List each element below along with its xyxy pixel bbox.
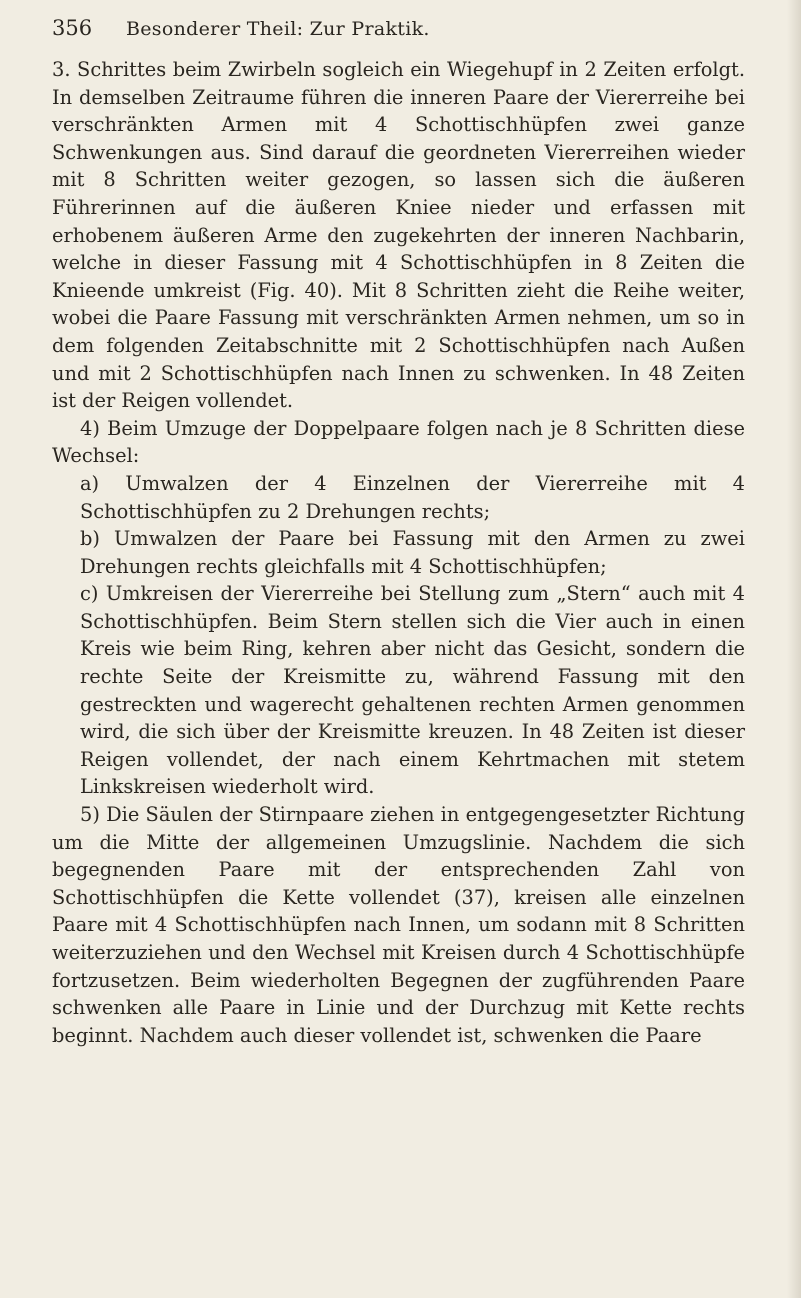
paragraph-3: 3. Schrittes beim Zwirbeln sogleich ein Wiegehupf in 2 Zeiten erfolgt. In demselben Zeitraume führen die inneren Paare der Viererreihe bei verschränkten Armen mit 4 Schottischhüpfen zwei ganze Schwenkungen aus. Sind darauf die geordneten Viererreihen wieder mit 8 Schritten weiter gezogen, so lassen sich die äußeren Führerinnen auf die äußeren Kniee nieder und erfassen mit erhobenem äußeren Arme den zugekehrten der inneren Nachbarin, welche in dieser Fassung mit 4 Schottischhüpfen in 8 Zeiten die Knieende umkreist (Fig. 40). Mit 8 Schritten zieht die Reihe weiter, wobei die Paare Fassung mit verschränkten Armen nehmen, um so in dem folgenden Zeitabschnitte mit 2 Schottischhüpfen nach Außen und mit 2 Schottischhüpfen nach Innen zu schwenken. In 48 Zeiten ist der Reigen vollendet. — [52, 58, 745, 413]
page-number: 356 — [52, 16, 93, 40]
running-head: Besonderer Theil: Zur Praktik. — [126, 18, 430, 40]
page-header — [52, 16, 751, 46]
paragraph-4: 4) Beim Umzuge der Doppelpaare folgen nach je 8 Schritten diese Wechsel: — [52, 416, 745, 468]
paragraph-4b: b) Umwalzen der Paare bei Fassung mit den Armen zu zwei Drehungen rechts gleichfalls mit 4 Schottischhüpfen; — [80, 527, 745, 578]
paragraph-5: 5) Die Säulen der Stirnpaare ziehen in entgegengesetzter Richtung um die Mitte der allgemeinen Umzugslinie. Nachdem die sich begegnenden Paare mit der entsprechenden Zahl von Schottischhüpfen die Kette vollendet (37), kreisen alle einzelnen Paare mit 4 Schottischhüpfen nach Innen, um sodann mit 8 Schritten weiterzuziehen und den Wechsel mit Kreisen durch 4 Schottischhüpfe fortzusetzen. Beim wiederholten Begegnen der zugführenden Paare schwenken alle Paare in Linie und der Durchzug mit Kette rechts beginnt. Nachdem auch dieser vollendet ist, schwenken die Paare — [52, 803, 745, 1047]
paragraph-4c: c) Umkreisen der Viererreihe bei Stellung zum „Stern“ auch mit 4 Schottischhüpfen. Beim Stern stellen sich die Vier auch in einen Kreis wie beim Ring, kehren aber nicht das Gesicht, sondern die rechte Seite der Kreismitte zu, während Fassung mit den gestreckten und wagerecht gehaltenen rechten Armen genommen wird, die sich über der Kreismitte kreuzen. In 48 Zeiten ist dieser Reigen vollendet, der nach einem Kehrtmachen mit stetem Linkskreisen wiederholt wird. — [80, 582, 745, 799]
body-text — [52, 56, 745, 1049]
paragraph-4a: a) Umwalzen der 4 Einzelnen der Viererreihe mit 4 Schottischhüpfen zu 2 Drehungen rechts; — [80, 471, 745, 523]
page-edge-shadow — [787, 0, 801, 1298]
